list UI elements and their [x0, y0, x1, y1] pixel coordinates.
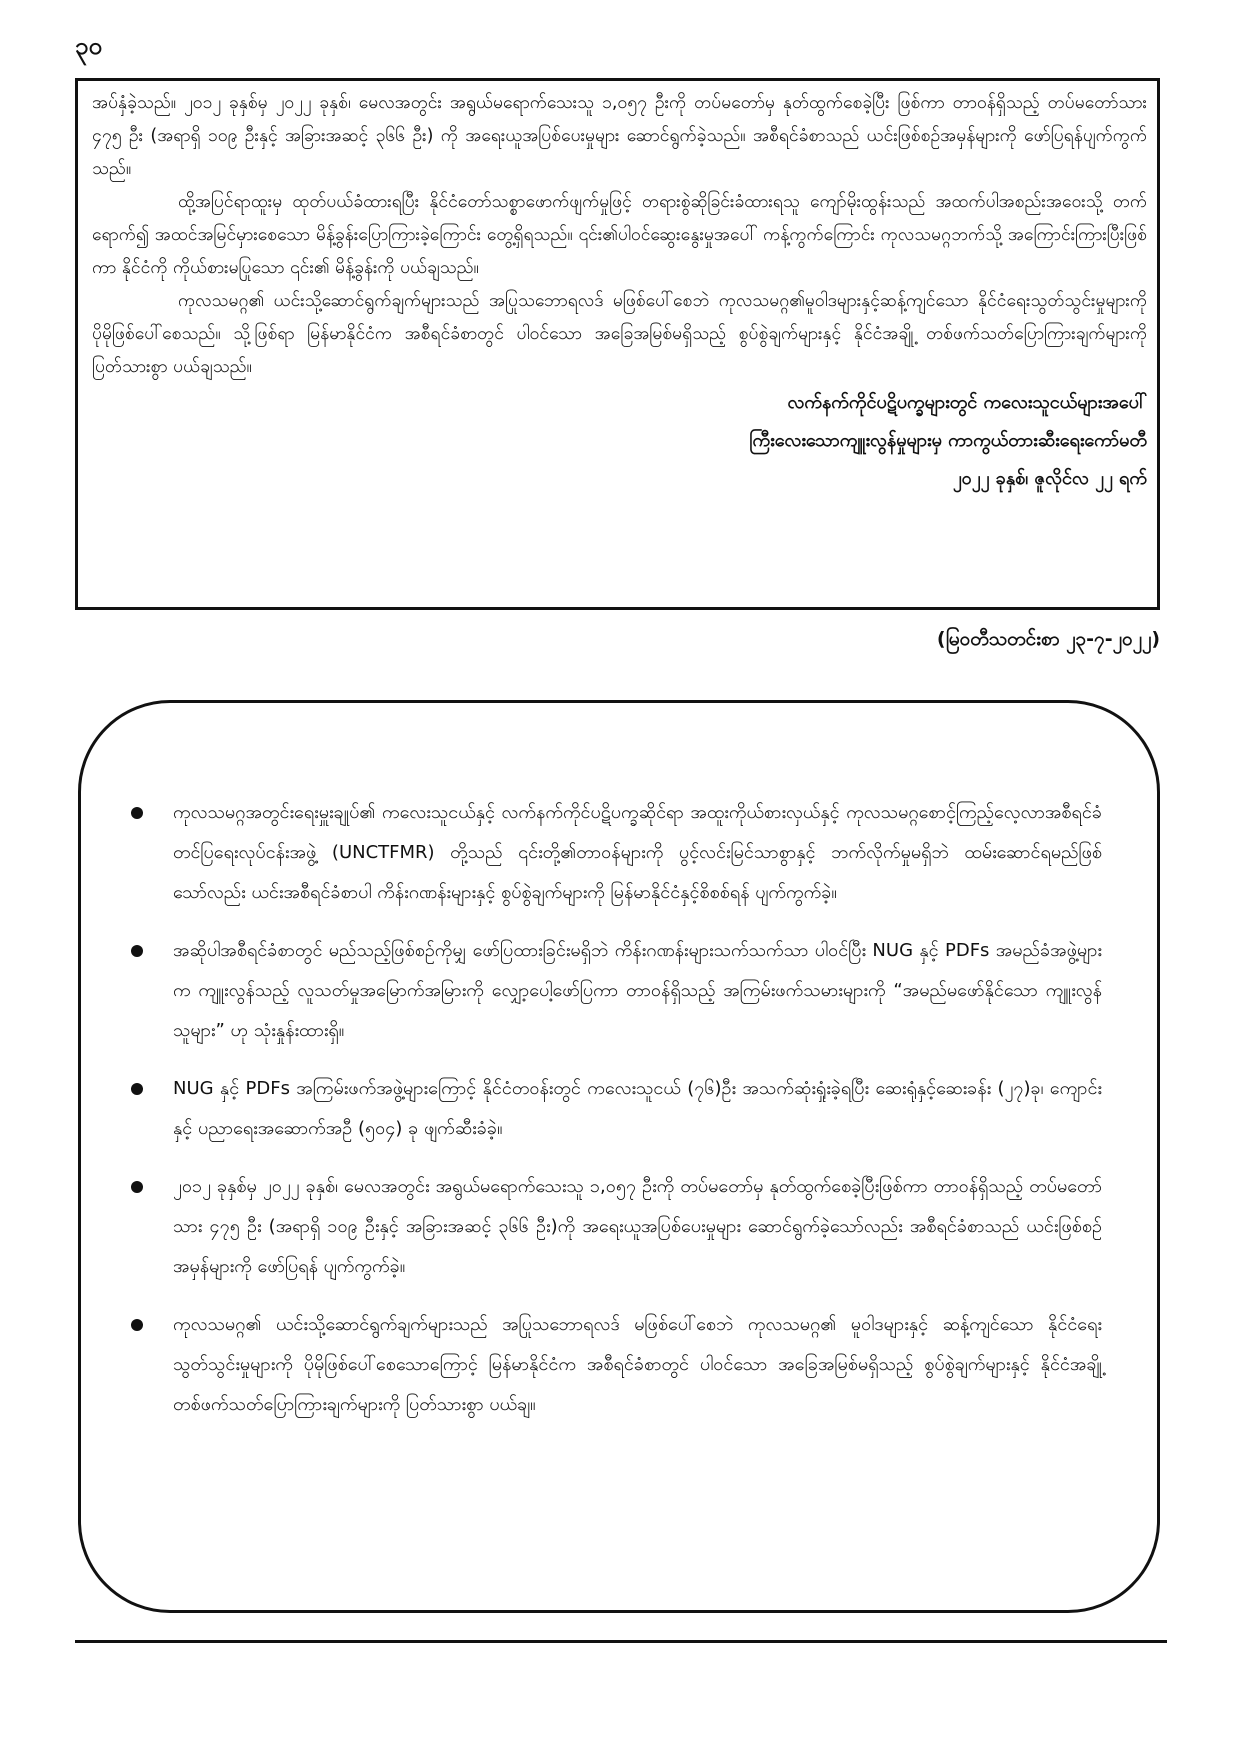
summary-text: NUG နှင့် PDFs အကြမ်းဖက်အဖွဲ့များကြောင့် နိုင်ငံတဝန်းတွင် ကလေးသူငယ် (၇၆)ဦး အသက်ဆုံးရှုံးခဲ့ရပြီး ဆေးရုံနှင့်ဆေးခန်း (၂၇)ခု၊ ကျောင်းနှင့် ပညာရေးအဆောက်အဦ (၅၀၄) ခု ဖျက်ဆီးခံခဲ့။	[173, 1078, 1102, 1139]
summary-text: ၂၀၁၂ ခုနှစ်မှ ၂၀၂၂ ခုနှစ်၊ မေလအတွင်း အရွယ်မရောက်သေးသူ ၁,၀၅၇ ဦးကို တပ်မတော်မှ နုတ်ထွက်စေခဲ့ပြီးဖြစ်ကာ တာဝန်ရှိသည့် တပ်မတော်သား ၄၇၅ ဦး (အရာရှိ ၁၀၉ ဦးနှင့် အခြားအဆင့် ၃၆၆ ဦး)ကို အရေးယူအပြစ်ပေးမှုများ ဆောင်ရွက်ခဲ့သော်လည်း အစီရင်ခံစာသည် ယင်းဖြစ်စဉ်အမှန်များကို ဖော်ပြရန် ပျက်ကွက်ခဲ့။	[173, 1176, 1102, 1277]
bottom-divider	[75, 1640, 1167, 1643]
statement-paragraph: ထို့အပြင်ရာထူးမှ ထုတ်ပယ်ခံထားရပြီး နိုင်ငံတော်သစ္စာဖောက်ဖျက်မှုဖြင့် တရားစွဲဆိုခြင်းခံထားရသူ ကျော်မိုးထွန်းသည် အထက်ပါအစည်းအဝေးသို့ တက်ရောက်၍ အထင်အမြင်မှားစေသော မိန့်ခွန်းပြောကြားခဲ့ကြောင်း တွေ့ရှိရသည်။ ၎င်း၏ပါဝင်ဆွေးနွေးမှုအပေါ် ကန့်ကွက်ကြောင်း ကုလသမဂ္ဂဘက်သို့ အကြောင်းကြားပြီးဖြစ်ကာ နိုင်ငံကို ကိုယ်စားမပြုသော ၎င်း၏ မိန့်ခွန်းကို ပယ်ချသည်။	[92, 192, 1147, 278]
source-citation: (မြဝတီသတင်းစာ ၂၃-၇-၂၀၂၂)	[936, 628, 1160, 650]
statement-box	[75, 78, 1160, 610]
list-item	[131, 1069, 1102, 1149]
summary-text: အဆိုပါအစီရင်ခံစာတွင် မည်သည့်ဖြစ်စဉ်ကိုမျှ ဖော်ပြထားခြင်းမရှိဘဲ ကိန်းဂဏန်းများသက်သက်သာ ပါဝင်ပြီး NUG နှင့် PDFs အမည်ခံအဖွဲ့များက ကျူးလွန်သည့် လူသတ်မှုအမြောက်အမြားကို လျှော့ပေါ့ဖော်ပြကာ တာဝန်ရှိသည့် အကြမ်းဖက်သမားများကို “အမည်မဖော်နိုင်သော ကျူးလွန်သူများ” ဟု သုံးနှုန်းထားရှိ။	[173, 940, 1102, 1041]
statement-paragraph: အပ်နှံခဲ့သည်။ ၂၀၁၂ ခုနှစ်မှ ၂၀၂၂ ခုနှစ်၊ မေလအတွင်း အရွယ်မရောက်သေးသူ ၁,၀၅၇ ဦးကို တပ်မတော်မှ နုတ်ထွက်စေခဲ့ပြီး ဖြစ်ကာ တာဝန်ရှိသည့် တပ်မတော်သား ၄၇၅ ဦး (အရာရှိ ၁၀၉ ဦးနှင့် အခြားအဆင့် ၃၆၆ ဦး) ကို အရေးယူအပြစ်ပေးမှုများ ဆောင်ရွက်ခဲ့သည်။ အစီရင်ခံစာသည် ယင်းဖြစ်စဉ်အမှန်များကို ဖော်ပြရန်ပျက်ကွက်သည်။	[92, 93, 1147, 179]
summary-text: ကုလသမဂ္ဂအတွင်းရေးမှူးချုပ်၏ ကလေးသူငယ်နှင့် လက်နက်ကိုင်ပဋိပက္ခဆိုင်ရာ အထူးကိုယ်စားလှယ်နှင့် ကုလသမဂ္ဂစောင့်ကြည့်လေ့လာအစီရင်ခံတင်ပြရေးလုပ်ငန်းအဖွဲ့ (UNCTFMR) တို့သည် ၎င်းတို့၏တာဝန်များကို ပွင့်လင်းမြင်သာစွာနှင့် ဘက်လိုက်မှုမရှိဘဲ ထမ်းဆောင်ရမည်ဖြစ်သော်လည်း ယင်းအစီရင်ခံစာပါ ကိန်းဂဏန်းများနှင့် စွပ်စွဲချက်များကို မြန်မာနိုင်ငံနှင့်စိစစ်ရန် ပျက်ကွက်ခဲ့။	[173, 802, 1102, 903]
bullet-icon	[131, 1083, 143, 1095]
summary-text: ကုလသမဂ္ဂ၏ ယင်းသို့ဆောင်ရွက်ချက်များသည် အပြုသဘောရလဒ် မဖြစ်ပေါ်စေဘဲ ကုလသမဂ္ဂ၏ မူဝါဒများနှင့် ဆန့်ကျင်သော နိုင်ငံရေးသွတ်သွင်းမှုများကို ပိုမိုဖြစ်ပေါ်စေသောကြောင့် မြန်မာနိုင်ငံက အစီရင်ခံစာတွင် ပါဝင်သော အခြေအမြစ်မရှိသည့် စွပ်စွဲချက်များနှင့် နိုင်ငံအချို့ တစ်ဖက်သတ်ပြောကြားချက်များကို ပြတ်သားစွာ ပယ်ချ။	[173, 1314, 1102, 1415]
summary-box	[78, 700, 1160, 1613]
bullet-icon	[131, 807, 143, 819]
page-number: ၃၀	[75, 32, 102, 60]
list-item	[131, 793, 1102, 913]
signature-block	[92, 384, 1147, 498]
list-item	[131, 1305, 1102, 1425]
bullet-icon	[131, 1181, 143, 1193]
list-item	[131, 1167, 1102, 1287]
summary-list	[131, 793, 1102, 1425]
bullet-icon	[131, 1319, 143, 1331]
list-item	[131, 931, 1102, 1051]
statement-paragraph: ကုလသမဂ္ဂ၏ ယင်းသို့ဆောင်ရွက်ချက်များသည် အပြုသဘောရလဒ် မဖြစ်ပေါ်စေဘဲ ကုလသမဂ္ဂ၏မူဝါဒများနှင့်ဆန့်ကျင်သော နိုင်ငံရေးသွတ်သွင်းမှုများကို ပိုမိုဖြစ်ပေါ်စေသည်။ သို့ဖြစ်ရာ မြန်မာနိုင်ငံက အစီရင်ခံစာတွင် ပါဝင်သော အခြေအမြစ်မရှိသည့် စွပ်စွဲချက်များနှင့် နိုင်ငံအချို့ တစ်ဖက်သတ်ပြောကြားချက်များကို ပြတ်သားစွာ ပယ်ချသည်။	[92, 291, 1147, 377]
signature-date: ၂၀၂၂ ခုနှစ်၊ ဇူလိုင်လ ၂၂ ရက်	[952, 468, 1147, 489]
signature-line: ကြီးလေးသောကျူးလွန်မှုများမှ ကာကွယ်တားဆီးရေးကော်မတီ	[749, 430, 1147, 451]
signature-line: လက်နက်ကိုင်ပဋိပက္ခများတွင် ကလေးသူငယ်များအပေါ်	[787, 392, 1147, 413]
bullet-icon	[131, 945, 143, 957]
